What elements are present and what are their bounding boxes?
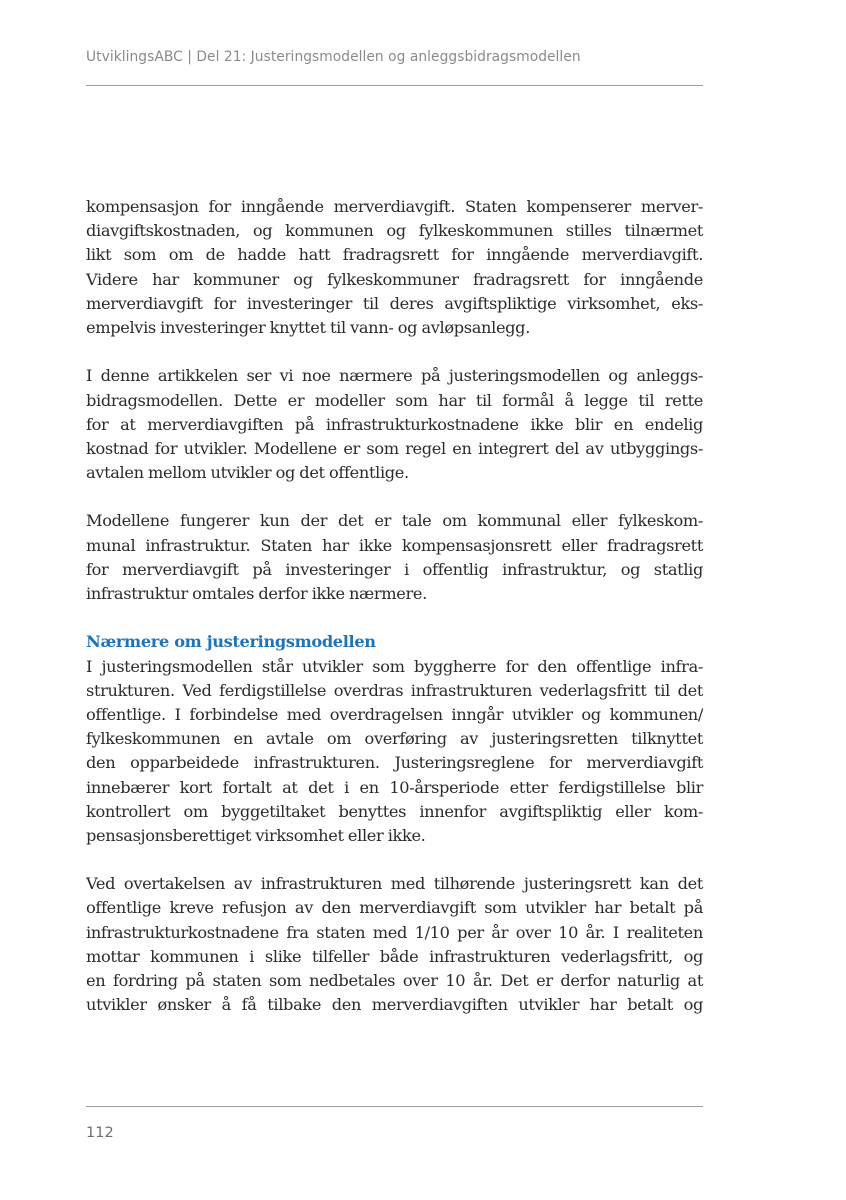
text-line: fylkeskommunen en avtale om overføring av justeringsretten tilknyttet (86, 729, 703, 749)
text-line: kompensasjon for inngående merverdiavgift. Staten kompenserer merver- (86, 197, 703, 216)
text-line: diavgiftskostnaden, og kommunen og fylkeskommunen stilles tilnærmet (86, 221, 703, 241)
text-line: Modellene fungerer kun der det er tale om kommunal eller fylkeskom- (86, 511, 703, 531)
text-line: for merverdiavgift på investeringer i offentlig infrastruktur, og statlig (86, 559, 703, 579)
paragraph (86, 655, 703, 849)
text-line: offentlige kreve refusjon av den merverdiavgift som utvikler har betalt på (86, 898, 703, 918)
text-line: pensasjonsberettiget virksomhet eller ikke. (86, 825, 426, 845)
text-line: den opparbeidede infrastrukturen. Justeringsreglene for merverdiavgift (86, 753, 703, 773)
text-line: kontrollert om byggetiltaket benyttes innenfor avgiftspliktig eller kom- (86, 801, 703, 821)
text-line: infrastruktur omtales derfor ikke nærmere. (86, 584, 427, 603)
text-line: Ved overtakelsen av infrastrukturen med tilhørende justeringsrett kan det (86, 874, 703, 894)
article-body (86, 195, 703, 1017)
text-line: infrastrukturkostnadene fra staten med 1/10 per år over 10 år. I realiteten (86, 922, 703, 942)
header-divider (86, 85, 703, 86)
text-line: I denne artikkelen ser vi noe nærmere på justeringsmodellen og anleggs- (86, 366, 703, 386)
page-number: 112 (86, 1125, 114, 1141)
text-line: likt som om de hadde hatt fradragsrett for inngående merverdiavgift. (86, 245, 703, 265)
paragraph (86, 872, 703, 1017)
text-line: I justeringsmodellen står utvikler som byggherre for den offentlige infra- (86, 656, 703, 676)
running-header: UtviklingsABC | Del 21: Justeringsmodellen og anleggsbidragsmodellen (86, 49, 581, 65)
paragraph (86, 509, 703, 606)
text-line: kostnad for utvikler. Modellene er som regel en integrert del av utbyggings- (86, 438, 703, 458)
text-line: for at merverdiavgiften på infrastrukturkostnadene ikke blir en endelig (86, 414, 703, 434)
paragraph-gap (86, 485, 703, 509)
text-line: munal infrastruktur. Staten har ikke kompensasjonsrett eller fradragsrett (86, 535, 703, 555)
text-line: utvikler ønsker å få tilbake den merverdiavgiften utvikler har betalt og (86, 995, 703, 1015)
footer-divider (86, 1106, 703, 1107)
text-line: Videre har kommuner og fylkeskommuner fradragsrett for inngående (86, 269, 703, 289)
text-line: empelvis investeringer knyttet til vann- og avløpsanlegg. (86, 317, 530, 337)
section-heading: Nærmere om justeringsmodellen (86, 632, 376, 652)
text-line: innebærer kort fortalt at det i en 10-årsperiode etter ferdigstillelse blir (86, 777, 703, 797)
text-line: bidragsmodellen. Dette er modeller som har til formål å legge til rette (86, 390, 703, 410)
text-line: en fordring på staten som nedbetales over 10 år. Det er derfor naturlig at (86, 971, 703, 990)
text-line: mottar kommunen i slike tilfeller både infrastrukturen vederlagsfritt, og (86, 946, 703, 966)
text-line: offentlige. I forbindelse med overdragelsen inngår utvikler og kommunen/ (86, 704, 703, 724)
text-line: strukturen. Ved ferdigstillelse overdras infrastrukturen vederlagsfritt til det (86, 680, 703, 700)
text-line: avtalen mellom utvikler og det offentlige. (86, 463, 409, 483)
paragraph (86, 195, 703, 340)
text-line: merverdiavgift for investeringer til deres avgiftspliktige virksomhet, eks- (86, 293, 703, 313)
paragraph-gap (86, 340, 703, 364)
paragraph-gap (86, 848, 703, 872)
paragraph (86, 364, 703, 485)
paragraph-gap (86, 606, 703, 630)
